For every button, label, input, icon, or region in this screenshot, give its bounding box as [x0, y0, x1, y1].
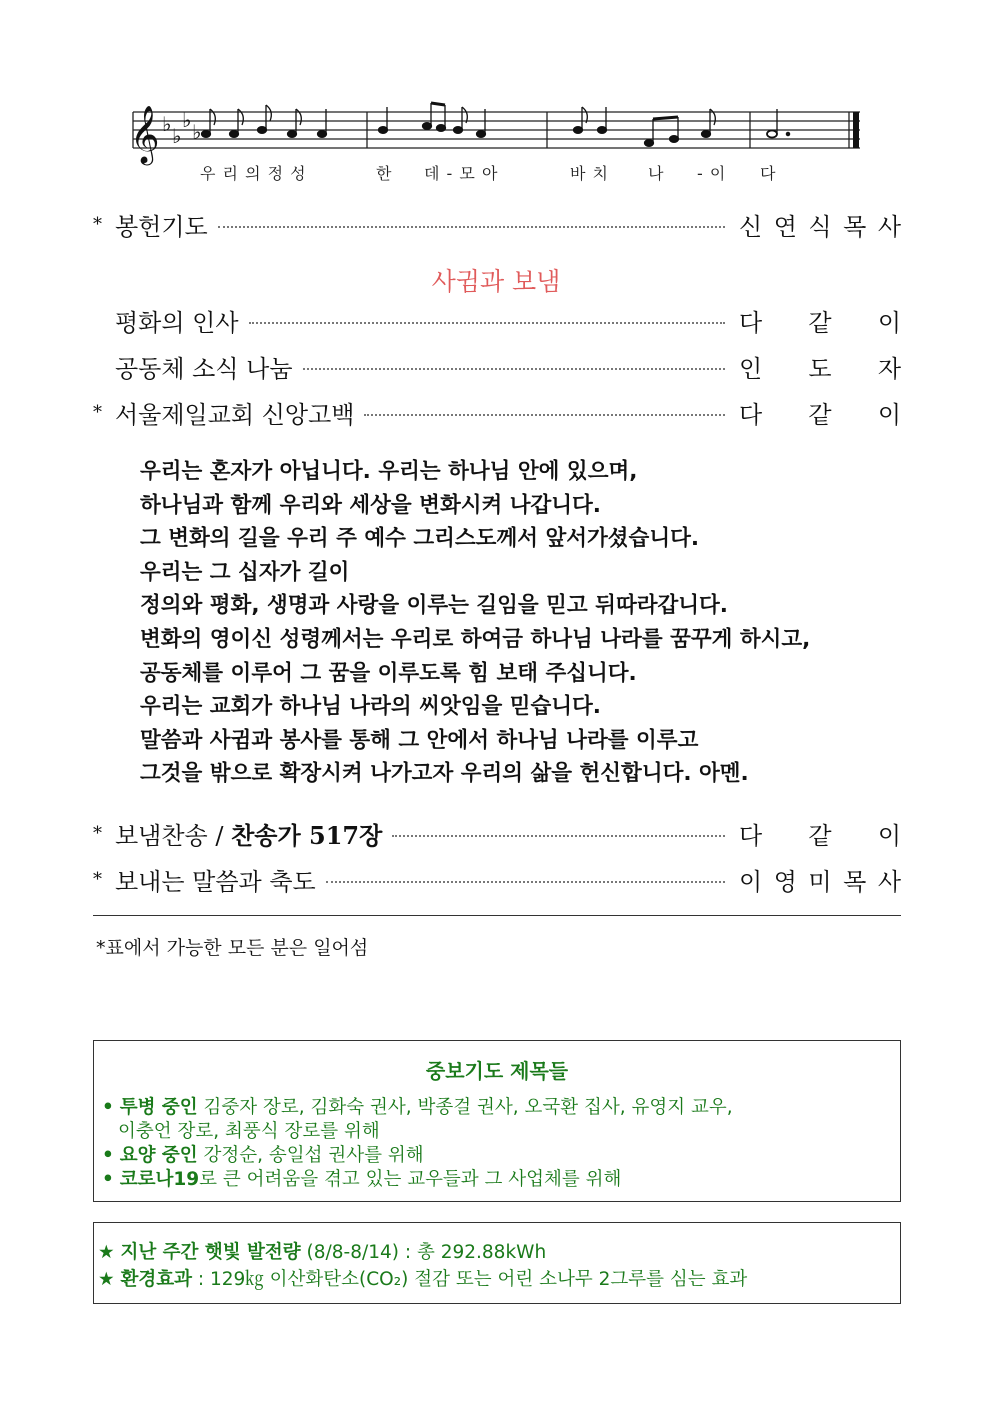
- peace-greeting-row: [93, 303, 901, 337]
- divider: [93, 915, 901, 916]
- creed-line: 우리는 혼자가 아닙니다. 우리는 하나님 안에 있으며,: [140, 459, 638, 484]
- standing-mark: *: [93, 213, 102, 235]
- intercession-title: 중보기도 제목들: [425, 1059, 569, 1083]
- creed-line: 우리는 교회가 하나님 나라의 씨앗임을 믿습니다.: [140, 694, 601, 720]
- leader-dots: [249, 322, 725, 324]
- closing-hymn-row: [93, 816, 901, 850]
- offering-prayer-label: 봉헌기도: [115, 212, 208, 241]
- closing-hymn-label: 보냄찬송 / 찬송가 517장: [115, 820, 383, 850]
- leader-dots: [392, 835, 725, 837]
- offering-prayer-row: [93, 207, 901, 241]
- solar-effect-line: ★ 환경효과 : 129㎏ 이산화탄소(CO₂) 절감 또는 어린 소나무 2그루를 심는 효과: [98, 1269, 748, 1290]
- intercession-item: • 투병 중인 김중자 장로, 김화숙 권사, 박종걸 권사, 오국환 집사, 유영지 교우,: [102, 1097, 733, 1118]
- creed-line: 우리는 그 십자가 길이: [140, 559, 350, 585]
- svg-text:♭: ♭: [162, 112, 172, 136]
- svg-text:♭: ♭: [182, 108, 192, 132]
- solar-power-box: [93, 1222, 901, 1304]
- intercession-item: 이충언 장로, 최풍식 장로를 위해: [118, 1121, 380, 1142]
- star-icon: ★: [98, 1269, 115, 1290]
- leader-dots: [364, 414, 725, 416]
- svg-text:♭: ♭: [192, 120, 202, 144]
- peace-greeting-leader: 다 같 이: [739, 308, 901, 337]
- lyric-6: - 이: [697, 164, 727, 183]
- creed-text: [140, 455, 920, 791]
- leader-dots: [303, 368, 725, 370]
- benediction-leader: 이 영 미 목 사: [739, 867, 901, 896]
- benediction-row: [93, 862, 901, 896]
- intercession-item: • 요양 중인 강정순, 송일섭 권사를 위해: [102, 1145, 424, 1166]
- creed-line: 하나님과 함께 우리와 세상을 변화시켜 나갑니다.: [140, 492, 601, 518]
- lyric-5: 나: [648, 164, 665, 183]
- benediction-label: 보내는 말씀과 축도: [115, 867, 316, 896]
- creed-line: 말씀과 사귐과 봉사를 통해 그 안에서 하나님 나라를 이루고: [140, 727, 699, 753]
- confession-label: 서울제일교회 신앙고백: [115, 400, 355, 429]
- solar-output-line: ★ 지난 주간 햇빛 발전량 (8/8-8/14) : 총 292.88kWh: [98, 1242, 547, 1263]
- creed-line: 정의와 평화, 생명과 사랑을 이루는 길임을 믿고 뒤따라갑니다.: [140, 593, 728, 619]
- svg-text:𝄞: 𝄞: [130, 105, 160, 163]
- standing-mark: *: [93, 868, 102, 890]
- offering-prayer-leader: 신 연 식 목 사: [739, 212, 901, 241]
- intercession-item: • 코로나19로 큰 어려움을 겪고 있는 교우들과 그 사업체를 위해: [102, 1169, 622, 1190]
- confession-row: [93, 395, 901, 429]
- lyric-1: 우 리 의 정 성: [200, 164, 307, 183]
- confession-leader: 다 같 이: [739, 400, 901, 429]
- creed-line: 그 변화의 길을 우리 주 예수 그리스도께서 앞서가셨습니다.: [140, 526, 700, 552]
- creed-line: 그것을 밖으로 확장시켜 나가고자 우리의 삶을 헌신합니다. 아멘.: [140, 761, 749, 787]
- lyric-4: 바 치: [570, 164, 609, 183]
- section-title: 사귐과 보냄: [431, 267, 561, 296]
- svg-text:♭: ♭: [172, 124, 182, 148]
- lyric-2: 한: [376, 164, 393, 183]
- standing-mark: *: [93, 401, 102, 423]
- creed-line: 공동체를 이루어 그 꿈을 이루도록 힘 보태 주십니다.: [140, 660, 637, 686]
- star-icon: ★: [98, 1242, 115, 1263]
- community-news-row: [93, 349, 901, 383]
- community-news-label: 공동체 소식 나눔: [115, 354, 293, 383]
- standing-mark: *: [93, 822, 102, 844]
- intercession-box: [93, 1040, 901, 1202]
- lyric-3: 데 - 모 아: [424, 164, 499, 183]
- closing-hymn-leader: 다 같 이: [739, 821, 901, 850]
- leader-dots: [326, 881, 725, 883]
- footnote: *표에서 가능한 모든 분은 일어섬: [96, 937, 369, 959]
- community-news-leader: 인 도 자: [739, 354, 901, 383]
- lyric-7: 다: [760, 164, 777, 183]
- creed-line: 변화의 영이신 성령께서는 우리로 하여금 하나님 나라를 꿈꾸게 하시고,: [140, 626, 811, 652]
- leader-dots: [218, 226, 725, 228]
- peace-greeting-label: 평화의 인사: [115, 308, 239, 337]
